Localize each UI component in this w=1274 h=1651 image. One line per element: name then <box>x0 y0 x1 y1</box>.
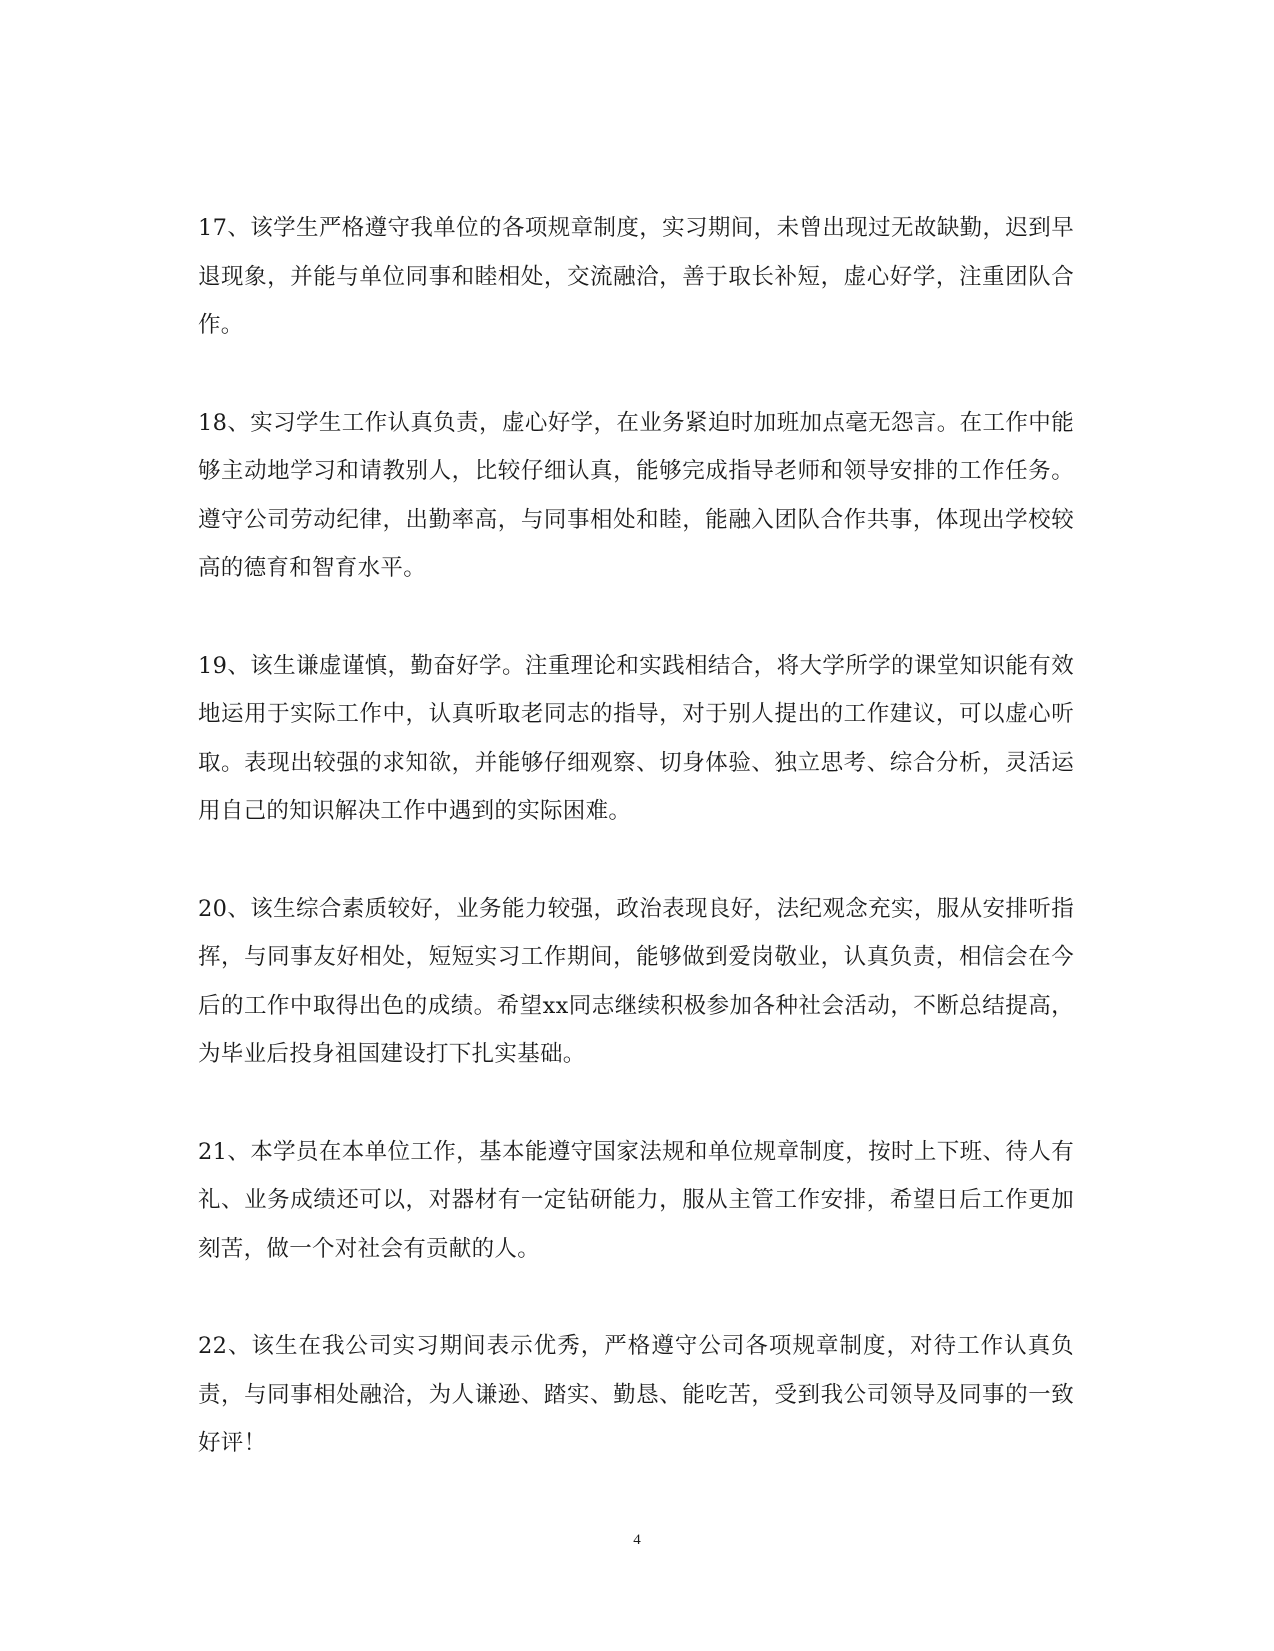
page-number: 4 <box>633 1532 641 1548</box>
paragraph-17: 17、该学生严格遵守我单位的各项规章制度，实习期间，未曾出现过无故缺勤，迟到早退现象，并能与单位同事和睦相处，交流融洽，善于取长补短，虚心好学，注重团队合作。 <box>198 215 1074 338</box>
paragraph-19: 19、该生谦虚谨慎，勤奋好学。注重理论和实践相结合，将大学所学的课堂知识能有效地运用于实际工作中，认真听取老同志的指导，对于别人提出的工作建议，可以虚心听取。表现出较强的求知欲，并能够仔细观察、切身体验、独立思考、综合分析，灵活运用自己的知识解决工作中遇到的实际困难。 <box>198 652 1074 824</box>
paragraph-22: 22、该生在我公司实习期间表示优秀，严格遵守公司各项规章制度，对待工作认真负责，与同事相处融洽，为人谦逊、踏实、勤恳、能吃苦，受到我公司领导及同事的一致好评！ <box>198 1333 1074 1456</box>
document-body <box>198 204 1074 1517</box>
paragraph-20: 20、该生综合素质较好，业务能力较强，政治表现良好，法纪观念充实，服从安排听指挥，与同事友好相处，短短实习工作期间，能够做到爱岗敬业，认真负责，相信会在今后的工作中取得出色的成绩。希望xx同志继续积极参加各种社会活动，不断总结提高，为毕业后投身祖国建设打下扎实基础。 <box>198 895 1074 1067</box>
paragraph-21: 21、本学员在本单位工作，基本能遵守国家法规和单位规章制度，按时上下班、待人有礼、业务成绩还可以，对器材有一定钻研能力，服从主管工作安排，希望日后工作更加刻苦，做一个对社会有贡献的人。 <box>198 1138 1074 1262</box>
paragraph-18: 18、实习学生工作认真负责，虚心好学，在业务紧迫时加班加点毫无怨言。在工作中能够主动地学习和请教别人，比较仔细认真，能够完成指导老师和领导安排的工作任务。遵守公司劳动纪律，出勤率高，与同事相处和睦，能融入团队合作共事，体现出学校较高的德育和智育水平。 <box>198 409 1074 581</box>
